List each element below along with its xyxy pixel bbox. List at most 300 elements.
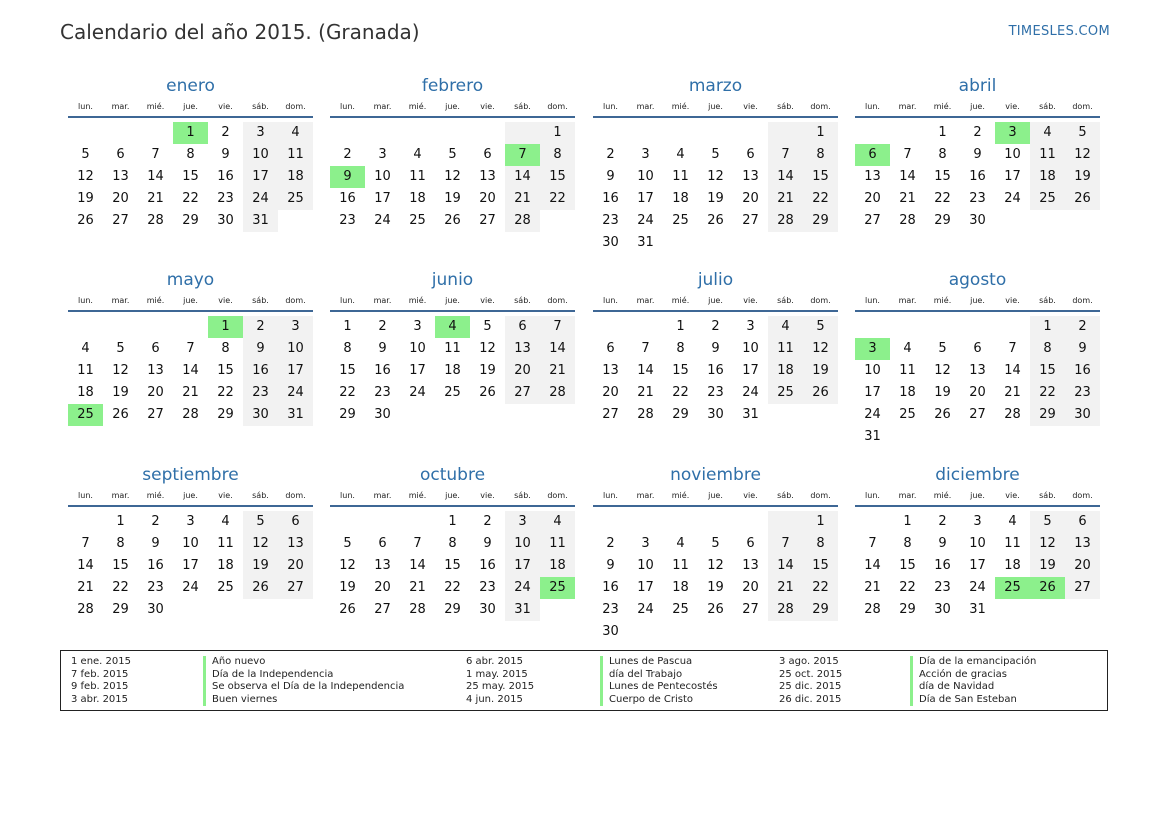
empty-day-cell (698, 122, 733, 144)
weekday-label: jue. (445, 491, 460, 500)
day-cell: 15 (803, 555, 838, 577)
weekday-label: lun. (78, 102, 93, 111)
day-cell: 21 (864, 580, 881, 595)
empty-day-cell (593, 511, 628, 533)
day-cell: 4 (768, 316, 803, 338)
legend-holiday-name: Día de la emancipación (910, 656, 1036, 669)
day-cell: 5 (483, 319, 492, 334)
day-cell: 28 (768, 210, 803, 232)
day-cell: 29 (934, 213, 951, 228)
weekday-label: mié. (408, 102, 427, 111)
day-cell: 14 (899, 169, 916, 184)
legend-holiday-name: Lunes de Pascua (600, 656, 718, 669)
day-cell: 31 (278, 404, 313, 426)
day-cell: 18 (672, 191, 689, 206)
day-cell: 20 (742, 191, 759, 206)
legend-date: 7 feb. 2015 (71, 668, 129, 680)
legend-date: 9 feb. 2015 (71, 681, 129, 692)
day-cell: 10 (243, 144, 278, 166)
day-grid (855, 511, 1100, 621)
empty-day-cell (540, 599, 575, 621)
day-cell: 8 (803, 533, 838, 555)
empty-day-cell (505, 122, 540, 144)
month-name: enero (166, 76, 215, 96)
day-cell: 8 (803, 144, 838, 166)
day-cell: 27 (1065, 577, 1100, 599)
day-cell: 5 (116, 341, 125, 356)
day-cell: 31 (742, 407, 759, 422)
day-cell: 19 (479, 363, 496, 378)
weekday-label: vie. (743, 491, 758, 500)
day-cell: 15 (540, 166, 575, 188)
day-cell: 4 (1008, 514, 1017, 529)
empty-day-cell (768, 511, 803, 533)
empty-day-cell (995, 316, 1030, 338)
day-cell: 24 (278, 382, 313, 404)
day-cell: 16 (217, 169, 234, 184)
weekday-label: vie. (1005, 102, 1020, 111)
day-cell: 26 (479, 385, 496, 400)
weekday-label: dom. (285, 296, 306, 305)
day-cell: 10 (1004, 147, 1021, 162)
day-cell: 26 (934, 407, 951, 422)
legend-dates-column (779, 656, 842, 706)
day-cell: 18 (444, 363, 461, 378)
weekday-label: sáb. (1039, 491, 1056, 500)
weekday-label: mié. (933, 296, 952, 305)
day-cell: 29 (444, 602, 461, 617)
month-name: marzo (688, 76, 743, 96)
day-cell: 25 (278, 188, 313, 210)
empty-day-cell (733, 621, 768, 643)
day-cell: 18 (1004, 558, 1021, 573)
day-cell: 12 (77, 169, 94, 184)
weekday-label: vie. (480, 102, 495, 111)
day-cell: 20 (602, 385, 619, 400)
day-cell: 23 (934, 580, 951, 595)
day-cell: 12 (707, 169, 724, 184)
day-cell: 11 (672, 558, 689, 573)
legend-date: 25 may. 2015 (466, 681, 535, 692)
empty-day-cell (995, 210, 1030, 232)
day-cell: 24 (864, 407, 881, 422)
day-cell: 24 (742, 385, 759, 400)
month-mayo (68, 268, 313, 426)
legend-date: 1 ene. 2015 (71, 656, 131, 667)
day-cell: 6 (1065, 511, 1100, 533)
empty-day-cell (628, 122, 663, 144)
day-cell: 4 (903, 341, 912, 356)
day-cell: 8 (540, 144, 575, 166)
day-cell: 19 (707, 580, 724, 595)
weekday-label: dom. (1072, 296, 1093, 305)
weekday-label: sáb. (514, 102, 531, 111)
weekday-label: jue. (970, 102, 985, 111)
day-cell: 18 (540, 555, 575, 577)
day-cell: 10 (278, 338, 313, 360)
day-cell: 25 (68, 404, 103, 426)
empty-day-cell (435, 404, 470, 426)
day-cell: 29 (803, 210, 838, 232)
empty-day-cell (803, 232, 838, 254)
day-cell: 17 (182, 558, 199, 573)
weekday-label: jue. (970, 491, 985, 500)
empty-day-cell (278, 210, 313, 232)
day-cell: 21 (540, 360, 575, 382)
day-cell: 31 (969, 602, 986, 617)
day-cell: 30 (934, 602, 951, 617)
day-cell: 8 (221, 341, 230, 356)
weekday-label: jue. (970, 296, 985, 305)
day-cell: 1 (540, 122, 575, 144)
weekday-label: jue. (183, 102, 198, 111)
empty-day-cell (103, 122, 138, 144)
day-cell: 6 (483, 147, 492, 162)
legend-holiday-name: Buen viernes (203, 694, 404, 707)
legend-date: 1 may. 2015 (466, 668, 528, 680)
day-cell: 2 (938, 514, 947, 529)
day-grid (68, 511, 313, 621)
day-cell: 5 (448, 147, 457, 162)
day-cell: 15 (444, 558, 461, 573)
weekday-label: dom. (810, 296, 831, 305)
day-cell: 7 (768, 144, 803, 166)
day-cell: 9 (973, 147, 982, 162)
day-cell: 5 (711, 536, 720, 551)
day-cell: 28 (768, 599, 803, 621)
weekday-label: vie. (218, 296, 233, 305)
empty-day-cell (593, 122, 628, 144)
day-cell: 26 (444, 213, 461, 228)
empty-day-cell (733, 122, 768, 144)
legend-holiday-name: Día de San Esteban (910, 694, 1036, 707)
day-cell: 20 (864, 191, 881, 206)
day-cell: 30 (602, 235, 619, 250)
day-cell: 7 (151, 147, 160, 162)
empty-day-cell (243, 599, 278, 621)
day-cell: 2 (1065, 316, 1100, 338)
day-cell: 2 (221, 125, 230, 140)
day-cell: 7 (186, 341, 195, 356)
day-cell: 14 (768, 555, 803, 577)
legend-holiday-name: Día de la Independencia (203, 669, 404, 682)
day-cell: 1 (676, 319, 685, 334)
legend-holiday-name: Acción de gracias (910, 669, 1036, 682)
empty-day-cell (768, 232, 803, 254)
day-cell: 1 (173, 122, 208, 144)
day-cell: 27 (602, 407, 619, 422)
empty-day-cell (768, 404, 803, 426)
day-cell: 23 (243, 382, 278, 404)
day-cell: 16 (1065, 360, 1100, 382)
day-cell: 2 (151, 514, 160, 529)
empty-day-cell (173, 316, 208, 338)
day-cell: 1 (903, 514, 912, 529)
day-cell: 10 (505, 533, 540, 555)
day-cell: 19 (1030, 555, 1065, 577)
day-cell: 1 (116, 514, 125, 529)
day-cell: 20 (112, 191, 129, 206)
day-cell: 5 (243, 511, 278, 533)
day-cell: 3 (855, 338, 890, 360)
day-cell: 11 (444, 341, 461, 356)
day-cell: 8 (903, 536, 912, 551)
weekday-label: vie. (1005, 491, 1020, 500)
day-cell: 17 (505, 555, 540, 577)
day-cell: 21 (77, 580, 94, 595)
day-cell: 3 (243, 122, 278, 144)
day-cell: 5 (803, 316, 838, 338)
weekday-label: mié. (408, 296, 427, 305)
day-cell: 4 (413, 147, 422, 162)
legend-holiday-name: Año nuevo (203, 656, 404, 669)
day-cell: 11 (1030, 144, 1065, 166)
day-grid (593, 511, 838, 643)
day-cell: 22 (540, 188, 575, 210)
day-cell: 4 (676, 536, 685, 551)
day-cell: 30 (602, 624, 619, 639)
empty-day-cell (628, 621, 663, 643)
weekday-label: sáb. (777, 491, 794, 500)
weekday-header (855, 489, 1100, 507)
day-cell: 22 (672, 385, 689, 400)
day-cell: 28 (409, 602, 426, 617)
day-cell: 2 (973, 125, 982, 140)
day-cell: 27 (374, 602, 391, 617)
weekday-label: mar. (111, 491, 130, 500)
empty-day-cell (925, 316, 960, 338)
day-cell: 9 (330, 166, 365, 188)
weekday-label: sáb. (777, 296, 794, 305)
month-octubre (330, 463, 575, 621)
day-cell: 5 (1030, 511, 1065, 533)
day-cell: 25 (672, 213, 689, 228)
empty-day-cell (890, 316, 925, 338)
day-cell: 21 (147, 191, 164, 206)
day-cell: 22 (217, 385, 234, 400)
day-cell: 21 (1004, 385, 1021, 400)
empty-day-cell (803, 621, 838, 643)
day-cell: 13 (147, 363, 164, 378)
empty-day-cell (698, 511, 733, 533)
day-cell: 17 (278, 360, 313, 382)
day-cell: 14 (505, 166, 540, 188)
day-cell: 29 (1030, 404, 1065, 426)
day-cell: 30 (707, 407, 724, 422)
day-cell: 21 (182, 385, 199, 400)
day-cell: 13 (278, 533, 313, 555)
legend-date: 3 ago. 2015 (779, 656, 839, 667)
day-cell: 26 (339, 602, 356, 617)
day-cell: 19 (243, 555, 278, 577)
day-cell: 31 (637, 235, 654, 250)
weekday-label: lun. (340, 491, 355, 500)
weekday-label: lun. (78, 491, 93, 500)
month-name: febrero (421, 76, 484, 96)
day-cell: 21 (637, 385, 654, 400)
empty-day-cell (173, 599, 208, 621)
day-cell: 9 (483, 536, 492, 551)
day-cell: 15 (899, 558, 916, 573)
day-cell: 23 (707, 385, 724, 400)
day-cell: 20 (742, 580, 759, 595)
brand-link[interactable]: TIMESLES.COM (1008, 24, 1110, 39)
weekday-label: vie. (218, 491, 233, 500)
day-cell: 12 (1030, 533, 1065, 555)
empty-day-cell (663, 621, 698, 643)
empty-day-cell (1065, 210, 1100, 232)
empty-day-cell (628, 316, 663, 338)
weekday-header (330, 294, 575, 312)
empty-day-cell (330, 511, 365, 533)
day-cell: 6 (151, 341, 160, 356)
day-cell: 20 (1065, 555, 1100, 577)
day-cell: 18 (278, 166, 313, 188)
day-grid (68, 316, 313, 426)
day-cell: 16 (602, 580, 619, 595)
weekday-header (855, 294, 1100, 312)
day-cell: 26 (707, 602, 724, 617)
day-cell: 29 (899, 602, 916, 617)
legend-holiday-name: Se observa el Día de la Independencia (203, 681, 404, 694)
day-cell: 9 (151, 536, 160, 551)
day-cell: 16 (707, 363, 724, 378)
day-cell: 3 (186, 514, 195, 529)
day-cell: 14 (147, 169, 164, 184)
day-cell: 15 (339, 363, 356, 378)
day-cell: 1 (803, 511, 838, 533)
day-cell: 4 (676, 147, 685, 162)
day-cell: 6 (278, 511, 313, 533)
empty-day-cell (698, 232, 733, 254)
day-cell: 21 (899, 191, 916, 206)
empty-day-cell (995, 599, 1030, 621)
legend-names-column (600, 656, 718, 706)
day-cell: 24 (505, 577, 540, 599)
day-cell: 25 (995, 577, 1030, 599)
weekday-label: lun. (603, 102, 618, 111)
day-cell: 10 (182, 536, 199, 551)
day-cell: 12 (707, 558, 724, 573)
legend-date: 25 dic. 2015 (779, 681, 842, 692)
day-cell: 13 (479, 169, 496, 184)
weekday-header (68, 100, 313, 118)
day-cell: 10 (637, 558, 654, 573)
month-febrero (330, 74, 575, 232)
day-cell: 29 (217, 407, 234, 422)
day-cell: 7 (768, 533, 803, 555)
legend-holiday-name: Lunes de Pentecostés (600, 681, 718, 694)
weekday-header (855, 100, 1100, 118)
day-cell: 14 (540, 338, 575, 360)
weekday-label: lun. (603, 296, 618, 305)
day-cell: 14 (768, 166, 803, 188)
day-cell: 4 (278, 122, 313, 144)
day-cell: 11 (1004, 536, 1021, 551)
weekday-label: lun. (865, 491, 880, 500)
day-cell: 4 (540, 511, 575, 533)
legend-dates-column (466, 656, 534, 706)
day-cell: 7 (505, 144, 540, 166)
day-cell: 3 (413, 319, 422, 334)
day-cell: 6 (606, 341, 615, 356)
day-cell: 18 (409, 191, 426, 206)
weekday-label: jue. (183, 296, 198, 305)
day-cell: 6 (973, 341, 982, 356)
day-cell: 11 (672, 169, 689, 184)
day-cell: 19 (803, 360, 838, 382)
day-cell: 13 (969, 363, 986, 378)
day-cell: 8 (116, 536, 125, 551)
day-cell: 9 (938, 536, 947, 551)
day-cell: 11 (899, 363, 916, 378)
day-cell: 26 (707, 213, 724, 228)
day-cell: 16 (934, 558, 951, 573)
day-cell: 21 (505, 188, 540, 210)
day-cell: 3 (973, 514, 982, 529)
day-cell: 25 (409, 213, 426, 228)
day-cell: 28 (899, 213, 916, 228)
empty-day-cell (855, 316, 890, 338)
day-grid (330, 122, 575, 232)
day-cell: 13 (742, 558, 759, 573)
day-cell: 9 (711, 341, 720, 356)
day-cell: 29 (339, 407, 356, 422)
day-cell: 18 (217, 558, 234, 573)
day-cell: 7 (641, 341, 650, 356)
day-cell: 23 (479, 580, 496, 595)
day-cell: 5 (711, 147, 720, 162)
day-cell: 24 (637, 602, 654, 617)
month-name: agosto (948, 270, 1007, 290)
weekday-header (68, 294, 313, 312)
legend-holiday-name: Cuerpo de Cristo (600, 694, 718, 707)
month-enero (68, 74, 313, 232)
day-cell: 12 (934, 363, 951, 378)
day-cell: 8 (1030, 338, 1065, 360)
day-cell: 14 (409, 558, 426, 573)
empty-day-cell (138, 122, 173, 144)
day-cell: 9 (606, 169, 615, 184)
day-cell: 2 (711, 319, 720, 334)
day-cell: 21 (409, 580, 426, 595)
month-name: junio (431, 270, 474, 290)
day-cell: 22 (803, 577, 838, 599)
empty-day-cell (733, 232, 768, 254)
empty-day-cell (1065, 426, 1100, 448)
legend-date: 25 oct. 2015 (779, 668, 843, 680)
day-cell: 22 (182, 191, 199, 206)
day-cell: 10 (969, 536, 986, 551)
day-cell: 18 (672, 580, 689, 595)
day-cell: 29 (112, 602, 129, 617)
day-cell: 8 (676, 341, 685, 356)
day-cell: 25 (444, 385, 461, 400)
day-cell: 20 (374, 580, 391, 595)
legend-holiday-name: día del Trabajo (600, 669, 718, 682)
day-cell: 23 (602, 602, 619, 617)
weekday-label: vie. (480, 296, 495, 305)
day-cell: 24 (374, 213, 391, 228)
day-cell: 11 (278, 144, 313, 166)
day-cell: 3 (995, 122, 1030, 144)
day-cell: 15 (182, 169, 199, 184)
day-cell: 29 (182, 213, 199, 228)
legend-dates-column (71, 656, 131, 706)
weekday-label: dom. (285, 102, 306, 111)
weekday-label: mar. (373, 491, 392, 500)
day-cell: 20 (479, 191, 496, 206)
